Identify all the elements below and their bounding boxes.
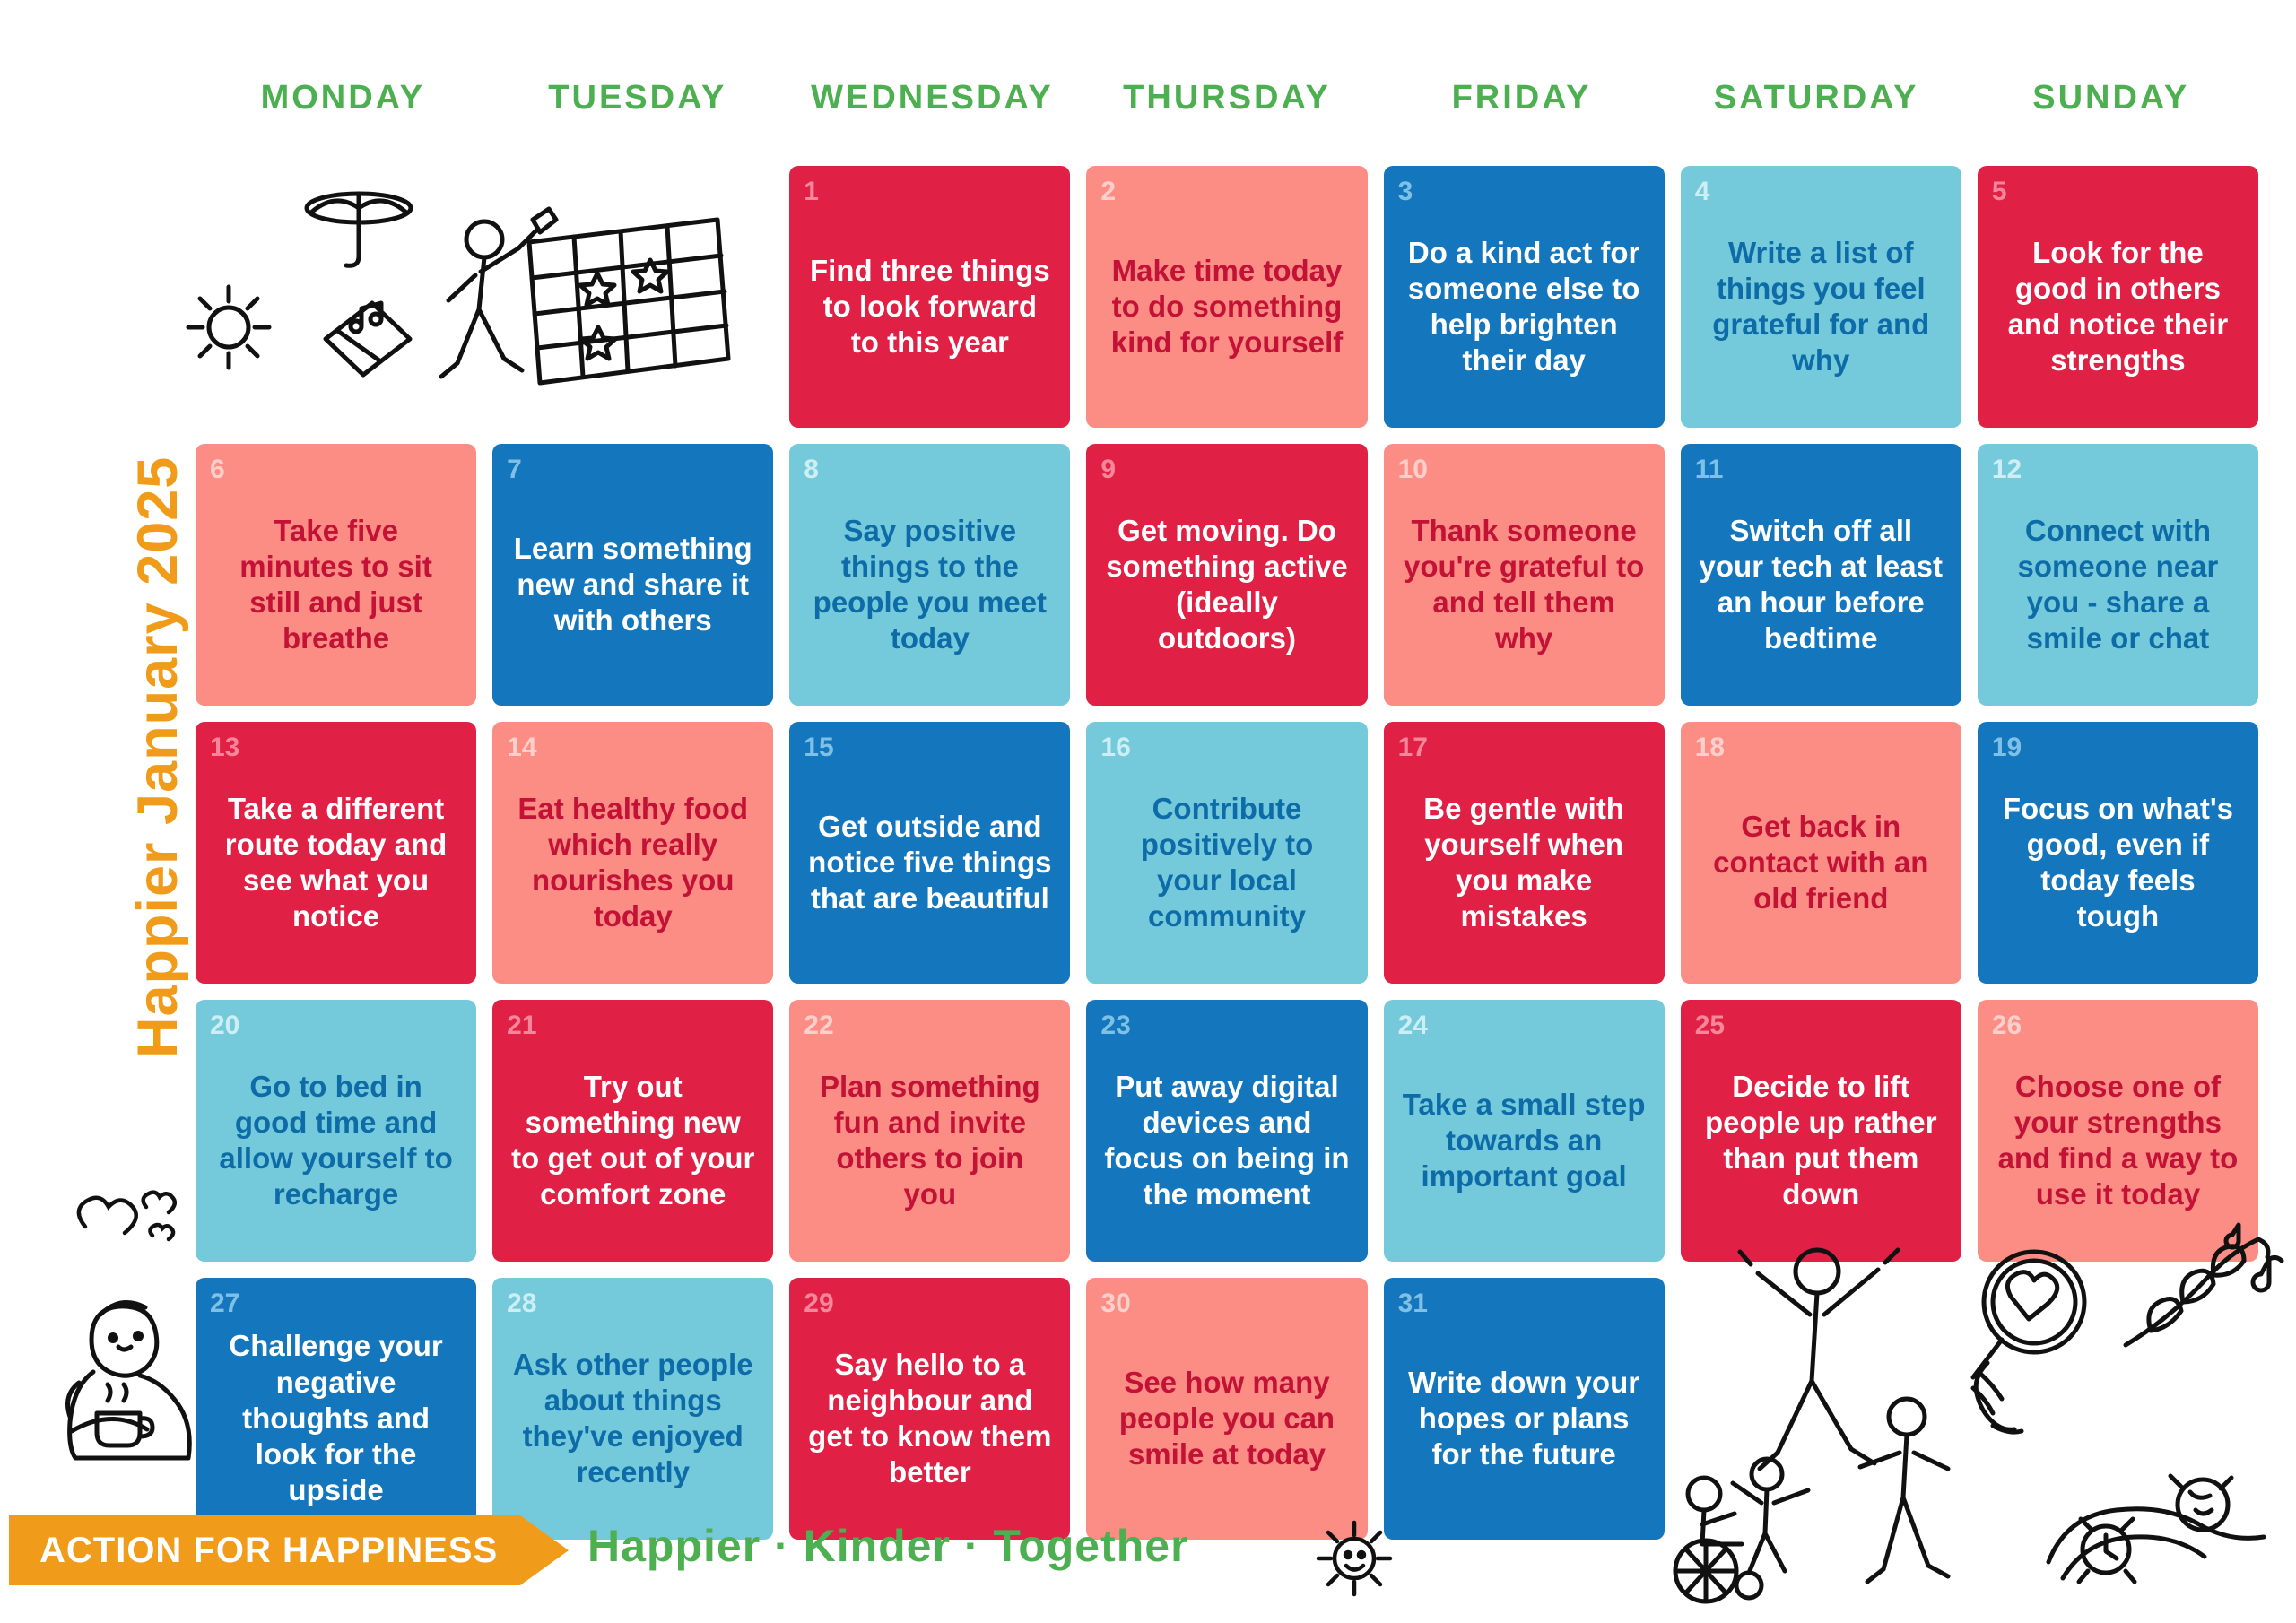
- day-number: 10: [1397, 455, 1428, 484]
- calendar-day-9[interactable]: [1086, 444, 1367, 706]
- day-header-thursday: THURSDAY: [1123, 79, 1331, 117]
- day-header-wednesday: WEDNESDAY: [811, 79, 1054, 117]
- calendar-day-11[interactable]: [1681, 444, 1961, 706]
- calendar-day-1[interactable]: [789, 166, 1070, 428]
- day-action-text: Take five minutes to sit still and just breathe: [239, 513, 432, 655]
- calendar-day-29[interactable]: [789, 1278, 1070, 1540]
- day-header-tuesday: TUESDAY: [548, 79, 727, 117]
- calendar-day-8[interactable]: [789, 444, 1070, 706]
- ticket-icon: [309, 287, 426, 386]
- tagline: Happier · Kinder · Together: [587, 1521, 1189, 1571]
- calendar-day-3[interactable]: [1384, 166, 1665, 428]
- calendar-day-13[interactable]: [196, 722, 476, 984]
- day-number: 9: [1100, 455, 1117, 484]
- day-number: 25: [1694, 1011, 1726, 1040]
- day-number: 11: [1694, 455, 1724, 484]
- day-number: 22: [804, 1011, 834, 1040]
- day-number: 1: [804, 177, 819, 206]
- calendar-day-28[interactable]: [492, 1278, 773, 1540]
- day-action-text: Be gentle with yourself when you make mistakes: [1423, 791, 1624, 933]
- day-action-text: Plan something fun and invite others to join you: [820, 1069, 1040, 1211]
- calendar-day-18[interactable]: [1681, 722, 1961, 984]
- day-header-monday: MONDAY: [260, 79, 425, 117]
- day-number: 4: [1694, 177, 1710, 206]
- day-action-text: Make time today to do something kind for yourself: [1110, 253, 1344, 360]
- calendar-day-24[interactable]: [1384, 1000, 1665, 1262]
- day-number: 19: [1991, 733, 2022, 762]
- day-action-text: Focus on what's good, even if today feels tough: [2002, 791, 2234, 933]
- day-action-text: Try out something new to get out of your comfort zone: [511, 1069, 755, 1211]
- calendar-day-27[interactable]: [196, 1278, 476, 1540]
- day-action-text: Eat healthy food which really nourishes you today: [517, 791, 749, 933]
- calendar-day-31[interactable]: [1384, 1278, 1665, 1540]
- sun-icon: [179, 278, 278, 377]
- day-number: 16: [1100, 733, 1131, 762]
- day-action-text: Look for the good in others and notice their strengths: [2007, 235, 2229, 378]
- day-number: 3: [1397, 177, 1413, 206]
- day-number: 23: [1100, 1011, 1131, 1040]
- brand-label: ACTION FOR HAPPINESS: [39, 1530, 499, 1570]
- day-number: 15: [804, 733, 834, 762]
- day-number: 20: [210, 1011, 240, 1040]
- day-number: 27: [210, 1289, 240, 1318]
- parasol-icon: [296, 170, 422, 278]
- calendar-day-10[interactable]: [1384, 444, 1665, 706]
- day-action-text: Do a kind act for someone else to help brighten their day: [1407, 235, 1640, 378]
- day-action-text: Connect with someone near you - share a smile or chat: [2017, 513, 2219, 655]
- day-action-text: Challenge your negative thoughts and look for the upside: [229, 1329, 443, 1507]
- day-number: 2: [1100, 177, 1117, 206]
- calendar-day-6[interactable]: [196, 444, 476, 706]
- day-action-text: Choose one of your strengths and find a way to use it today: [1997, 1069, 2239, 1211]
- day-number: 24: [1397, 1011, 1428, 1040]
- calendar-day-14[interactable]: [492, 722, 773, 984]
- day-number: 17: [1397, 733, 1428, 762]
- calendar-day-15[interactable]: [789, 722, 1070, 984]
- day-action-text: Put away digital devices and focus on being in the moment: [1104, 1069, 1350, 1211]
- day-action-text: Take a different route today and see what you notice: [224, 791, 448, 933]
- day-action-text: Say positive things to the people you meet today: [813, 513, 1048, 655]
- calendar-day-21[interactable]: [492, 1000, 773, 1262]
- calendar-day-22[interactable]: [789, 1000, 1070, 1262]
- calendar-day-19[interactable]: [1978, 722, 2258, 984]
- day-action-text: Find three things to look forward to this year: [810, 253, 1050, 360]
- day-number: 5: [1991, 177, 2007, 206]
- day-action-text: Write down your hopes or plans for the future: [1408, 1365, 1640, 1471]
- day-action-text: Take a small step towards an important goal: [1402, 1087, 1646, 1193]
- day-action-text: Decide to lift people up rather than put them down: [1705, 1069, 1937, 1211]
- day-action-text: Ask other people about things they've enjoyed recently: [512, 1347, 753, 1489]
- calendar-day-23[interactable]: [1086, 1000, 1367, 1262]
- page-title: [126, 72, 190, 1058]
- person-drawing-calendar-icon: [422, 193, 735, 417]
- day-number: 31: [1397, 1289, 1428, 1318]
- page-title-text: Happier January 2025: [126, 456, 189, 1058]
- day-number: 30: [1100, 1289, 1131, 1318]
- day-header-friday: FRIDAY: [1451, 79, 1592, 117]
- calendar-day-12[interactable]: [1978, 444, 2258, 706]
- calendar-day-7[interactable]: [492, 444, 773, 706]
- day-header-saturday: SATURDAY: [1713, 79, 1919, 117]
- day-number: 21: [507, 1011, 537, 1040]
- calendar-day-5[interactable]: [1978, 166, 2258, 428]
- calendar-day-30[interactable]: [1086, 1278, 1367, 1540]
- person-with-tea-icon: [54, 1255, 224, 1462]
- day-action-text: Thank someone you're grateful to and tell them why: [1404, 513, 1645, 655]
- day-action-text: Contribute positively to your local community: [1140, 791, 1314, 933]
- day-number: 12: [1991, 455, 2022, 484]
- calendar-day-17[interactable]: [1384, 722, 1665, 984]
- day-number: 13: [210, 733, 240, 762]
- calendar-day-2[interactable]: [1086, 166, 1367, 428]
- day-number: 6: [210, 455, 225, 484]
- day-action-text: Learn something new and share it with others: [513, 531, 752, 638]
- calendar-day-16[interactable]: [1086, 722, 1367, 984]
- plant-music-icon: [2117, 1219, 2287, 1372]
- calendar-day-4[interactable]: [1681, 166, 1961, 428]
- day-action-text: Get back in contact with an old friend: [1713, 809, 1929, 916]
- day-number: 8: [804, 455, 819, 484]
- day-number: 14: [507, 733, 537, 762]
- day-action-text: Write a list of things you feel grateful for and why: [1712, 235, 1930, 378]
- day-number: 28: [507, 1289, 537, 1318]
- day-number: 18: [1694, 733, 1726, 762]
- day-action-text: Go to bed in good time and allow yourself to recharge: [219, 1069, 453, 1211]
- day-action-text: See how many people you can smile at today: [1118, 1365, 1335, 1471]
- day-number: 7: [507, 455, 522, 484]
- hearts-icon: [67, 1184, 184, 1264]
- day-header-sunday: SUNDAY: [2032, 79, 2190, 117]
- sleeping-person-icon: [2036, 1453, 2278, 1610]
- day-number: 26: [1991, 1011, 2022, 1040]
- day-action-text: Say hello to a neighbour and get to know them better: [808, 1347, 1052, 1489]
- brand-banner: [9, 1515, 520, 1585]
- magnifier-heart-icon: [1946, 1237, 2126, 1488]
- celebrating-people-icon: [1659, 1228, 1982, 1605]
- calendar-day-25[interactable]: [1681, 1000, 1961, 1262]
- day-action-text: Get moving. Do something active (ideally outdoors): [1106, 513, 1348, 655]
- day-number: 29: [804, 1289, 834, 1318]
- calendar-day-20[interactable]: [196, 1000, 476, 1262]
- day-action-text: Switch off all your tech at least an hour before bedtime: [1699, 513, 1943, 655]
- day-of-week-header-row: [196, 79, 2258, 117]
- smiley-sun-icon: [1305, 1506, 1404, 1605]
- day-action-text: Get outside and notice five things that are beautiful: [808, 809, 1052, 916]
